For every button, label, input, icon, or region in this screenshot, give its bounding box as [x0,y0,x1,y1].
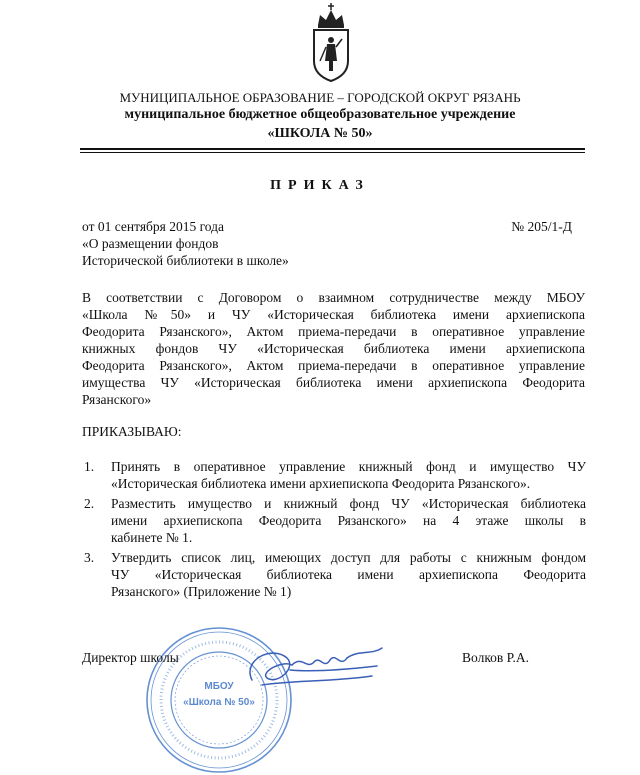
order-subject-line-2: Исторической библиотеки в школе» [82,253,289,268]
preamble-line: Рязанского» [82,392,152,407]
school-name-line: «ШКОЛА № 50» [267,126,373,141]
preamble-line: книжных фондов ЧУ «Историческая библиотека имени архиепископа [82,341,585,356]
item-line: имени архиепископа Феодорита Рязанского» на 4 этаже школы в [111,513,586,528]
item-line: Рязанского» (Приложение № 1) [111,584,292,599]
director-signature [232,640,392,700]
institution-type-line: муниципальное бюджетное общеобразовательное учреждение [124,107,516,122]
coat-of-arms-emblem [300,3,362,83]
list-item [84,458,586,492]
order-number: № 205/1-Д [511,219,572,234]
document-title: ПРИКАЗ [270,178,370,193]
item-line: Разместить имущество и книжный фонд ЧУ «Историческая библиотека [111,496,586,511]
header-divider-thick [80,148,585,150]
order-items-list [84,458,586,603]
item-number: 2. [84,496,95,511]
preamble-line: Феодорита Рязанского», Актом приема-передачи в оперативное управление [82,324,585,339]
item-number: 1. [84,459,95,474]
municipality-line: МУНИЦИПАЛЬНОЕ ОБРАЗОВАНИЕ – ГОРОДСКОЙ ОКРУГ РЯЗАНЬ [119,90,521,105]
list-item [84,549,586,600]
item-line: Утвердить список лиц, имеющих доступ для работы с книжным фондом [111,550,586,565]
item-line: «Историческая библиотека имени архиепископа Феодорита Рязанского». [111,476,531,491]
stamp-center-top: МБОУ [204,681,234,692]
order-date: от 01 сентября 2015 года [82,219,225,234]
preamble-line: имущества ЧУ «Историческая библиотека имени архиепископа Феодорита [82,375,585,390]
preamble-paragraph [82,289,585,408]
signature-name: Волков Р.А. [462,650,530,665]
order-subject-line-1: «О размещении фондов [82,236,219,251]
stamp-center-main: «Школа № 50» [183,697,255,708]
order-word: ПРИКАЗЫВАЮ: [82,424,182,439]
item-line: кабинете № 1. [111,530,193,545]
preamble-line: «Школа №50» и ЧУ «Историческая библиотека имени архиепископа [82,307,585,322]
header-divider-thin [80,152,585,153]
list-item [84,495,586,546]
preamble-line: Феодорита Рязанского», Актом приема-передачи в оперативное управление [82,358,585,373]
item-number: 3. [84,550,95,565]
signature-position: Директор школы [82,650,179,665]
item-line: Принять в оперативное управление книжный фонд и имущество ЧУ [111,459,586,474]
item-line: ЧУ «Историческая библиотека имени архиепископа Феодорита [111,567,586,582]
preamble-line: В соответствии с Договором о взаимном сотрудничестве между МБОУ [82,290,585,305]
